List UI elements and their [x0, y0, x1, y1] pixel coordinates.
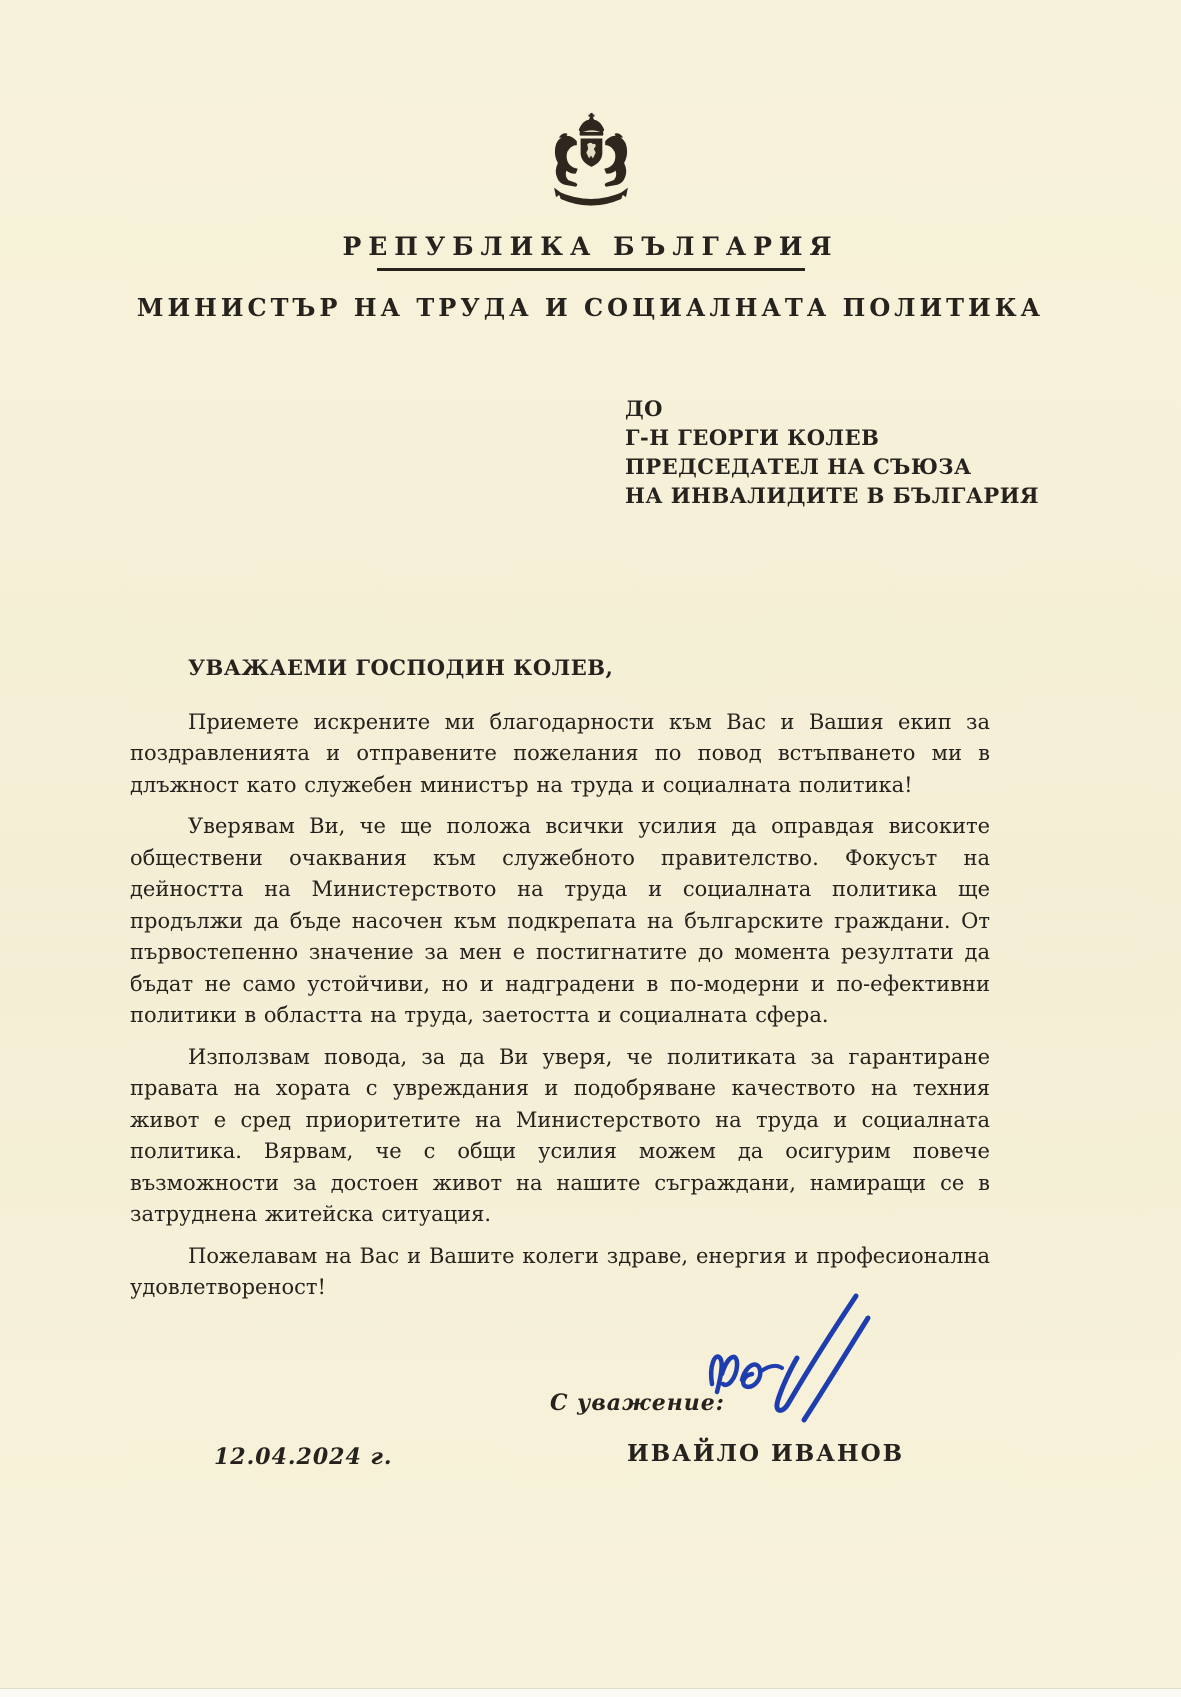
signatory-name: ИВАЙЛО ИВАНОВ	[627, 1440, 905, 1467]
paragraph-4: Пожелавам на Вас и Вашите колеги здраве, енергия и професионална удовлетвореност!	[130, 1243, 990, 1299]
letterhead	[0, 0, 1181, 322]
closing-label: С уважение:	[550, 1390, 725, 1416]
handwritten-signature-icon	[698, 1288, 876, 1450]
recipient-block	[625, 394, 1181, 510]
letter-body	[130, 652, 990, 1304]
bulgaria-coat-of-arms-icon	[528, 112, 654, 216]
scan-bottom-edge	[0, 1688, 1181, 1697]
letter-date: 12.04.2024 г.	[214, 1444, 393, 1470]
paragraph-2: Уверявам Ви, че ще положа всички усилия да оправдая високите обществени очаквания към служебното правителство. Фокусът на дейността на Министерството на труда и социалната политика ще продължи да бъде насочен към подкрепата на българските граждани. От първостепенно значение за мен е постигнатите до момента резултати да бъдат не само устойчиви, но и надградени в по-модерни и по-ефективни политики в областта на труда, заетостта и социалната сфера.	[130, 814, 990, 1027]
paragraph-1: Приемете искрените ми благодарности към Вас и Вашия екип за поздравленията и отправените пожелания по повод встъпването ми в длъжност като служебен министър на труда и социалната политика!	[130, 709, 990, 797]
recipient-line-to: ДО	[625, 396, 663, 421]
recipient-line-name: Г-Н ГЕОРГИ КОЛЕВ	[625, 425, 880, 450]
salutation: УВАЖАЕМИ ГОСПОДИН КОЛЕВ,	[188, 655, 614, 680]
minister-title: МИНИСТЪР НА ТРУДА И СОЦИАЛНАТА ПОЛИТИКА	[136, 293, 1045, 322]
republic-underline	[377, 268, 805, 271]
recipient-line-title-1: ПРЕДСЕДАТЕЛ НА СЪЮЗА	[625, 454, 972, 479]
recipient-line-title-2: НА ИНВАЛИДИТЕ В БЪЛГАРИЯ	[625, 483, 1040, 508]
paragraph-3: Използвам повода, за да Ви уверя, че политиката за гарантиране правата на хората с увреждания и подобряване качеството на техния живот е сред приоритетите на Министерството на труда и социалната политика. Вярвам, че с общи усилия можем да осигурим повече възможности за достоен живот на нашите съграждани, намиращи се в затруднена житейска ситуация.	[130, 1044, 990, 1226]
republic-title: РЕПУБЛИКА БЪЛГАРИЯ	[342, 232, 839, 261]
